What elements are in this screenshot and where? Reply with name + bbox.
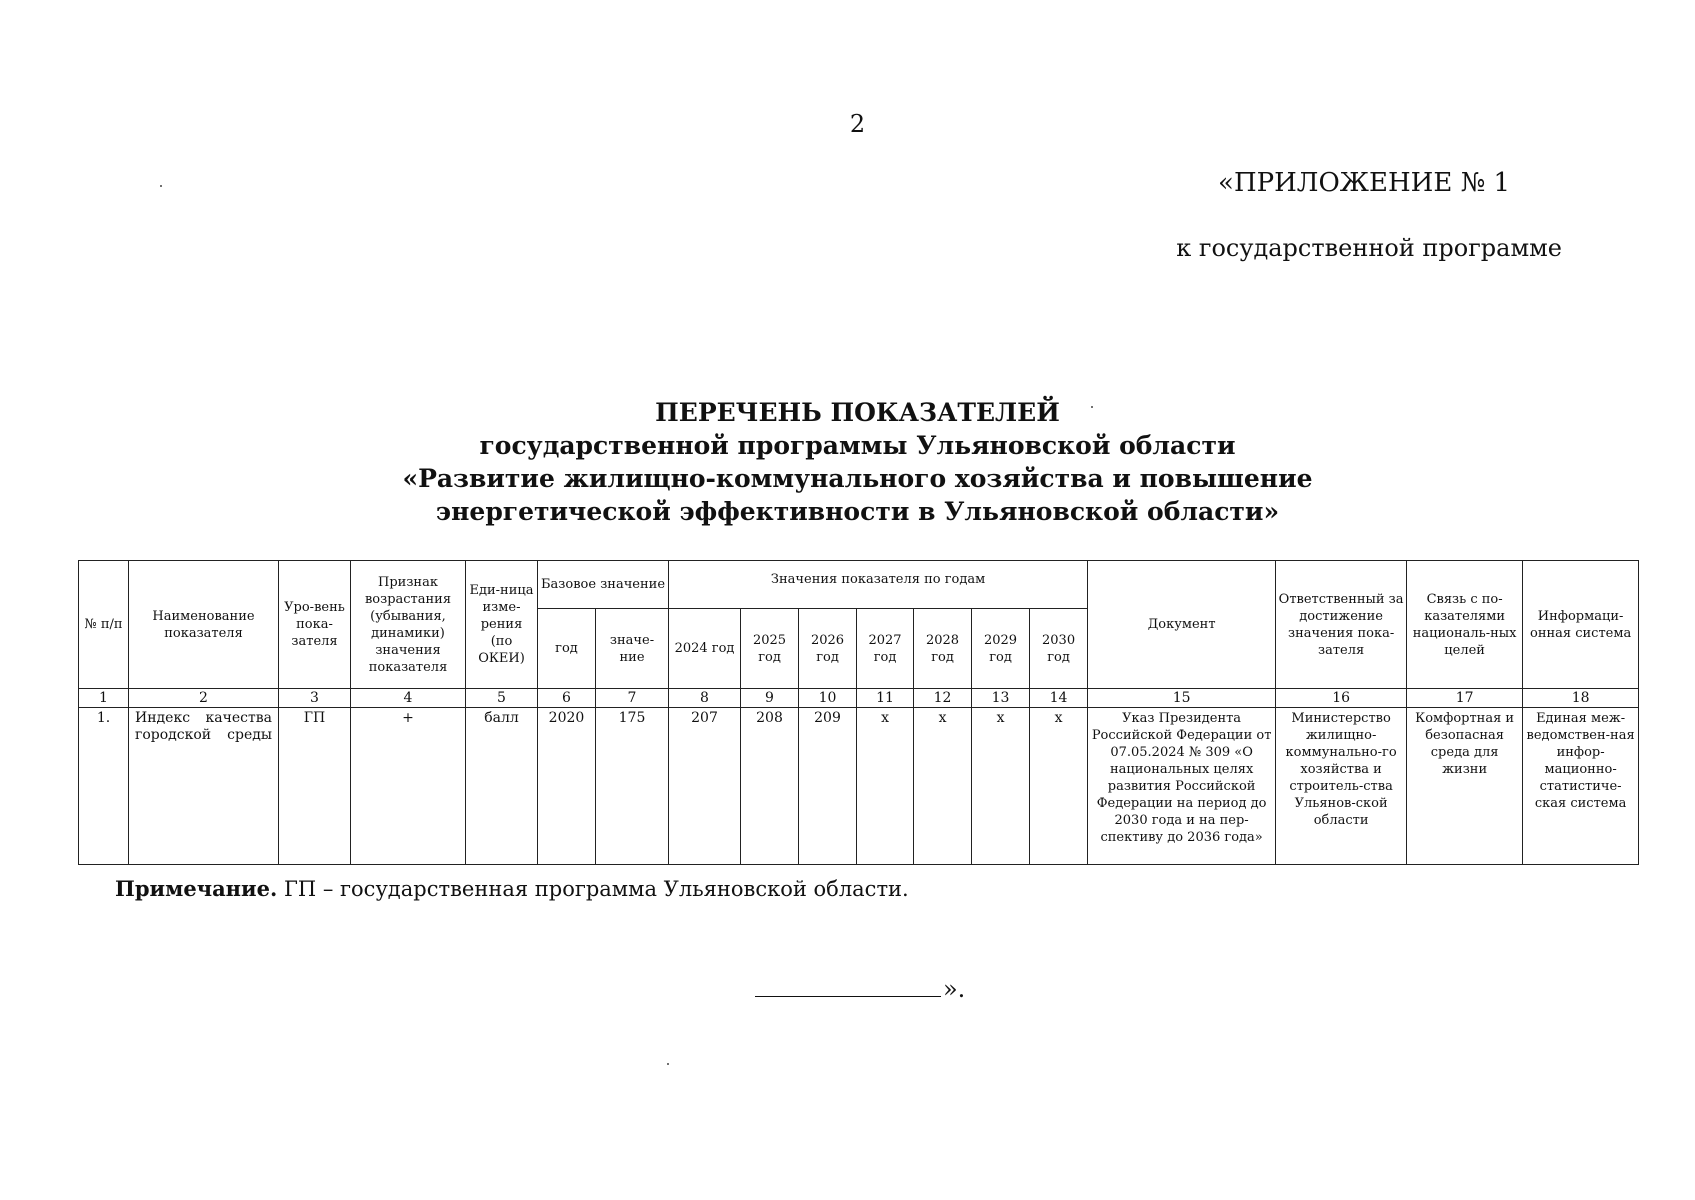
header-name: Наименование показателя — [129, 561, 279, 689]
closing-quote: ». — [943, 975, 966, 1003]
row-base-value: 175 — [596, 708, 669, 865]
row-value-2026: 209 — [799, 708, 857, 865]
column-number: 11 — [857, 689, 914, 708]
scan-speck — [667, 1063, 669, 1065]
row-value-2030: x — [1030, 708, 1088, 865]
header-year: 2027 год — [857, 609, 914, 689]
column-number: 15 — [1088, 689, 1276, 708]
row-info-system: Единая меж-ведомствен-ная инфор-мационно-статистиче-ская система — [1523, 708, 1639, 865]
row-value-2025: 208 — [741, 708, 799, 865]
document-title — [0, 396, 1695, 528]
row-unit: балл — [466, 708, 538, 865]
header-year: 2030 год — [1030, 609, 1088, 689]
row-num: 1. — [79, 708, 129, 865]
header-year: 2026 год — [799, 609, 857, 689]
closing-mark — [755, 975, 965, 1003]
header-unit: Еди-ница изме-рения (по ОКЕИ) — [466, 561, 538, 689]
column-number: 7 — [596, 689, 669, 708]
column-number: 17 — [1407, 689, 1523, 708]
row-value-2028: x — [914, 708, 972, 865]
header-level: Уро-вень пока-зателя — [279, 561, 351, 689]
row-base-year: 2020 — [538, 708, 596, 865]
header-year: 2025 год — [741, 609, 799, 689]
appendix-title: «ПРИЛОЖЕНИЕ № 1 — [1218, 168, 1510, 198]
note-text: ГП – государственная программа Ульяновской области. — [277, 877, 909, 901]
header-base-group: Базовое значение — [538, 561, 669, 609]
column-number: 8 — [669, 689, 741, 708]
row-responsible: Министерство жилищно-коммунально-го хозяйства и строитель-ства Ульянов-ской области — [1276, 708, 1407, 865]
column-number: 13 — [972, 689, 1030, 708]
header-responsible: Ответственный за достижение значения пока-зателя — [1276, 561, 1407, 689]
header-sign: Признак возрастания (убывания, динамики) значения показателя — [351, 561, 466, 689]
row-sign: + — [351, 708, 466, 865]
column-number: 5 — [466, 689, 538, 708]
header-document: Документ — [1088, 561, 1276, 689]
title-line-2: государственной программы Ульяновской области — [479, 431, 1236, 460]
header-years-group: Значения показателя по годам — [669, 561, 1088, 609]
header-year: 2028 год — [914, 609, 972, 689]
appendix-subtitle: к государственной программе — [1176, 234, 1562, 262]
row-value-2027: x — [857, 708, 914, 865]
header-info-system: Информаци-онная система — [1523, 561, 1639, 689]
header-base-year: год — [538, 609, 596, 689]
note — [115, 876, 909, 901]
title-line-3: «Развитие жилищно-коммунального хозяйства и повышение — [402, 464, 1313, 493]
column-number: 1 — [79, 689, 129, 708]
title-line-4: энергетической эффективности в Ульяновской области» — [435, 497, 1280, 526]
title-line-1: ПЕРЕЧЕНЬ ПОКАЗАТЕЛЕЙ — [655, 398, 1060, 427]
row-level: ГП — [279, 708, 351, 865]
scan-speck — [160, 185, 162, 187]
column-number: 14 — [1030, 689, 1088, 708]
row-indicator-name: Индекс качества городской среды — [129, 708, 279, 865]
header-num: № п/п — [79, 561, 129, 689]
page-number: 2 — [849, 110, 866, 138]
table-row — [79, 708, 1639, 865]
column-number: 6 — [538, 689, 596, 708]
column-number: 2 — [129, 689, 279, 708]
column-number: 9 — [741, 689, 799, 708]
column-number: 4 — [351, 689, 466, 708]
indicators-table — [78, 560, 1639, 865]
header-year: 2024 год — [669, 609, 741, 689]
column-number: 12 — [914, 689, 972, 708]
column-number: 10 — [799, 689, 857, 708]
header-national-goals-link: Связь с по-казателями националь-ных целей — [1407, 561, 1523, 689]
row-value-2024: 207 — [669, 708, 741, 865]
closing-underline — [755, 996, 941, 997]
header-year: 2029 год — [972, 609, 1030, 689]
column-number: 3 — [279, 689, 351, 708]
column-number: 18 — [1523, 689, 1639, 708]
row-document: Указ Президента Российской Федерации от 07.05.2024 № 309 «О национальных целях развития Российской Федерации на период до 2030 года и на пер-спективу до 2036 года» — [1088, 708, 1276, 865]
header-base-value: значе-ние — [596, 609, 669, 689]
note-label: Примечание. — [115, 876, 278, 901]
column-number: 16 — [1276, 689, 1407, 708]
row-national-goals-link: Комфортная и безопасная среда для жизни — [1407, 708, 1523, 865]
row-value-2029: x — [972, 708, 1030, 865]
